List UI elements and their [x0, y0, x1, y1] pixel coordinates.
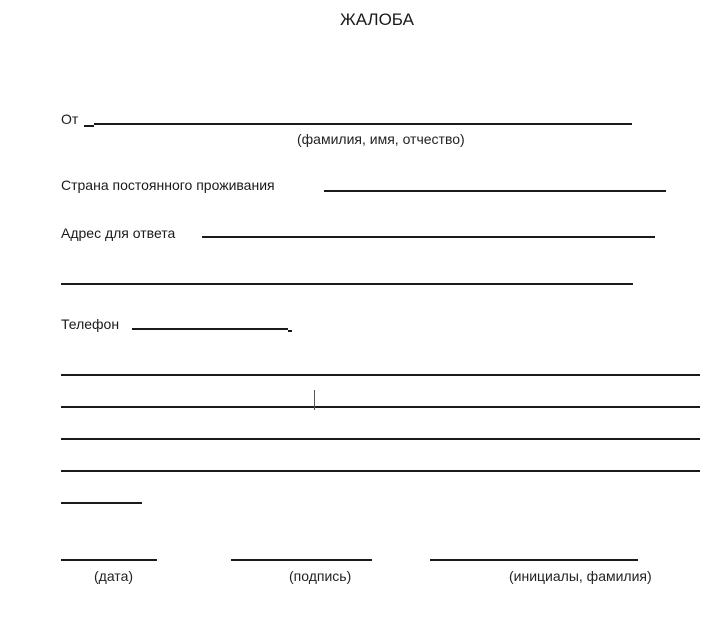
date-hint: (дата): [94, 568, 134, 584]
phone-field-line[interactable]: [132, 328, 288, 330]
initials-field-line[interactable]: [430, 559, 638, 561]
from-hint: (фамилия, имя, отчество): [297, 131, 465, 147]
date-field-line[interactable]: [61, 559, 157, 561]
signature-field-line[interactable]: [231, 559, 372, 561]
phone-label: Телефон: [61, 316, 120, 332]
body-line-1[interactable]: [61, 374, 700, 376]
address-field-line-2[interactable]: [61, 283, 633, 285]
signature-hint: (подпись): [289, 568, 352, 584]
text-cursor: [314, 390, 315, 410]
body-line-2[interactable]: [61, 406, 700, 408]
from-underline-lead: [84, 125, 94, 127]
from-field-line[interactable]: [94, 123, 632, 125]
phone-field-line-tail: [288, 330, 292, 332]
initials-hint: (инициалы, фамилия): [509, 568, 652, 584]
address-field-line[interactable]: [202, 236, 655, 238]
country-field-line[interactable]: [324, 190, 666, 192]
address-label: Адрес для ответа: [61, 225, 176, 241]
from-label: От: [61, 111, 79, 127]
body-line-3[interactable]: [61, 438, 700, 440]
body-line-5[interactable]: [61, 502, 142, 504]
body-line-4[interactable]: [61, 470, 700, 472]
country-label: Страна постоянного проживания: [61, 177, 275, 193]
document-title: ЖАЛОБА: [340, 10, 414, 29]
